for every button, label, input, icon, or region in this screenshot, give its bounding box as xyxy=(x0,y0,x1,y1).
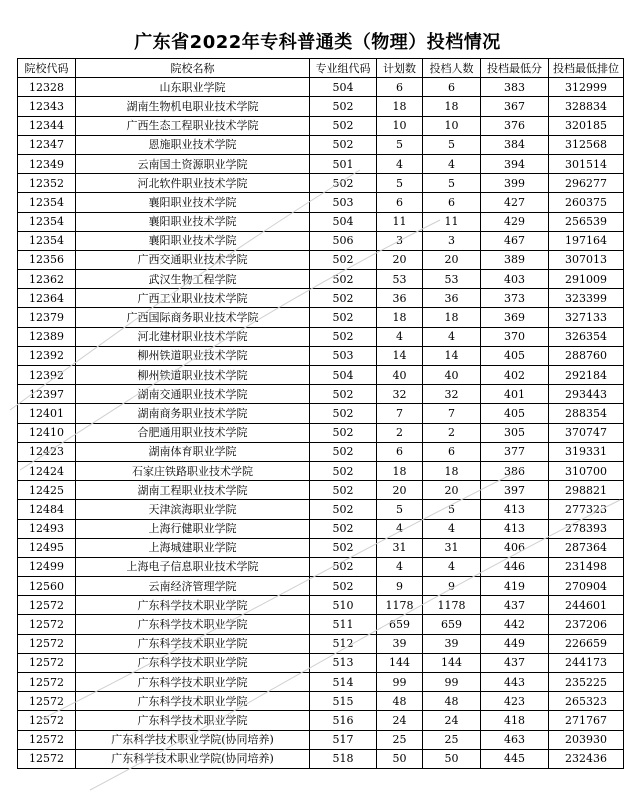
cell-school-name: 山东职业学院 xyxy=(76,78,310,97)
table-row xyxy=(18,174,624,193)
table-row xyxy=(18,366,624,385)
cell-school-code: 12572 xyxy=(18,615,76,634)
cell-min-rank: 292184 xyxy=(549,366,624,385)
cell-admitted-count: 659 xyxy=(423,615,481,634)
cell-min-score: 446 xyxy=(481,557,549,576)
table-row xyxy=(18,557,624,576)
cell-school-code: 12354 xyxy=(18,193,76,212)
cell-admitted-count: 1178 xyxy=(423,596,481,615)
cell-school-code: 12343 xyxy=(18,97,76,116)
table-header-row xyxy=(18,59,624,78)
cell-school-code: 12354 xyxy=(18,212,76,231)
cell-group-code: 511 xyxy=(310,615,377,634)
cell-admitted-count: 5 xyxy=(423,174,481,193)
cell-min-score: 423 xyxy=(481,692,549,711)
cell-min-score: 429 xyxy=(481,212,549,231)
cell-school-code: 12572 xyxy=(18,692,76,711)
cell-min-rank: 312999 xyxy=(549,78,624,97)
cell-admitted-count: 4 xyxy=(423,557,481,576)
cell-min-score: 399 xyxy=(481,174,549,193)
cell-min-rank: 232436 xyxy=(549,749,624,768)
table-row xyxy=(18,193,624,212)
cell-plan-count: 5 xyxy=(377,174,423,193)
table-row xyxy=(18,289,624,308)
cell-school-code: 12495 xyxy=(18,538,76,557)
cell-min-score: 367 xyxy=(481,97,549,116)
cell-plan-count: 20 xyxy=(377,481,423,500)
cell-min-score: 443 xyxy=(481,673,549,692)
cell-plan-count: 3 xyxy=(377,231,423,250)
cell-min-score: 305 xyxy=(481,423,549,442)
cell-min-score: 386 xyxy=(481,461,549,480)
cell-school-code: 12392 xyxy=(18,346,76,365)
table-row xyxy=(18,327,624,346)
cell-plan-count: 24 xyxy=(377,711,423,730)
cell-admitted-count: 25 xyxy=(423,730,481,749)
cell-min-rank: 296277 xyxy=(549,174,624,193)
cell-school-name: 上海电子信息职业技术学院 xyxy=(76,557,310,576)
cell-school-name: 柳州铁道职业技术学院 xyxy=(76,346,310,365)
cell-school-name: 襄阳职业技术学院 xyxy=(76,231,310,250)
cell-min-score: 405 xyxy=(481,346,549,365)
cell-group-code: 502 xyxy=(310,250,377,269)
cell-min-score: 401 xyxy=(481,385,549,404)
cell-min-score: 437 xyxy=(481,596,549,615)
cell-min-score: 403 xyxy=(481,270,549,289)
cell-min-score: 427 xyxy=(481,193,549,212)
cell-min-score: 383 xyxy=(481,78,549,97)
table-row xyxy=(18,692,624,711)
column-header-min-rank: 投档最低排位 xyxy=(549,59,624,78)
table-row xyxy=(18,577,624,596)
cell-school-code: 12499 xyxy=(18,557,76,576)
table-row xyxy=(18,749,624,768)
cell-min-rank: 287364 xyxy=(549,538,624,557)
cell-school-name: 广西生态工程职业技术学院 xyxy=(76,116,310,135)
cell-group-code: 503 xyxy=(310,193,377,212)
cell-school-name: 广西交通职业技术学院 xyxy=(76,250,310,269)
cell-school-code: 12356 xyxy=(18,250,76,269)
table-row xyxy=(18,154,624,173)
table-row xyxy=(18,97,624,116)
cell-admitted-count: 40 xyxy=(423,366,481,385)
cell-min-score: 389 xyxy=(481,250,549,269)
cell-admitted-count: 2 xyxy=(423,423,481,442)
cell-school-name: 广西工业职业技术学院 xyxy=(76,289,310,308)
cell-min-score: 449 xyxy=(481,634,549,653)
cell-school-code: 12379 xyxy=(18,308,76,327)
cell-admitted-count: 9 xyxy=(423,577,481,596)
table-row xyxy=(18,78,624,97)
cell-plan-count: 50 xyxy=(377,749,423,768)
cell-plan-count: 39 xyxy=(377,634,423,653)
cell-admitted-count: 24 xyxy=(423,711,481,730)
cell-plan-count: 4 xyxy=(377,519,423,538)
cell-plan-count: 36 xyxy=(377,289,423,308)
column-header-min-score: 投档最低分 xyxy=(481,59,549,78)
table-row xyxy=(18,346,624,365)
cell-admitted-count: 3 xyxy=(423,231,481,250)
cell-school-name: 广东科学技术职业学院(协同培养) xyxy=(76,730,310,749)
cell-group-code: 513 xyxy=(310,653,377,672)
cell-school-code: 12347 xyxy=(18,135,76,154)
table-row xyxy=(18,308,624,327)
cell-admitted-count: 18 xyxy=(423,461,481,480)
cell-school-name: 河北建材职业技术学院 xyxy=(76,327,310,346)
cell-group-code: 512 xyxy=(310,634,377,653)
column-header-school-name: 院校名称 xyxy=(76,59,310,78)
cell-school-code: 12344 xyxy=(18,116,76,135)
cell-school-code: 12423 xyxy=(18,442,76,461)
cell-min-rank: 235225 xyxy=(549,673,624,692)
cell-min-score: 406 xyxy=(481,538,549,557)
table-row xyxy=(18,653,624,672)
cell-group-code: 502 xyxy=(310,577,377,596)
cell-group-code: 517 xyxy=(310,730,377,749)
cell-school-name: 广东科学技术职业学院 xyxy=(76,596,310,615)
table-row xyxy=(18,481,624,500)
cell-admitted-count: 4 xyxy=(423,154,481,173)
table-row xyxy=(18,538,624,557)
cell-group-code: 502 xyxy=(310,500,377,519)
cell-admitted-count: 99 xyxy=(423,673,481,692)
cell-min-rank: 256539 xyxy=(549,212,624,231)
cell-admitted-count: 14 xyxy=(423,346,481,365)
cell-min-rank: 301514 xyxy=(549,154,624,173)
cell-plan-count: 18 xyxy=(377,308,423,327)
cell-min-rank: 288760 xyxy=(549,346,624,365)
cell-group-code: 502 xyxy=(310,404,377,423)
cell-school-code: 12572 xyxy=(18,673,76,692)
cell-plan-count: 2 xyxy=(377,423,423,442)
cell-group-code: 515 xyxy=(310,692,377,711)
cell-admitted-count: 4 xyxy=(423,519,481,538)
cell-min-score: 373 xyxy=(481,289,549,308)
cell-plan-count: 18 xyxy=(377,461,423,480)
table-row xyxy=(18,711,624,730)
table-row xyxy=(18,634,624,653)
cell-min-score: 467 xyxy=(481,231,549,250)
cell-school-code: 12397 xyxy=(18,385,76,404)
cell-min-rank: 291009 xyxy=(549,270,624,289)
cell-school-code: 12484 xyxy=(18,500,76,519)
cell-school-name: 柳州铁道职业技术学院 xyxy=(76,366,310,385)
cell-school-name: 湖南交通职业技术学院 xyxy=(76,385,310,404)
cell-admitted-count: 48 xyxy=(423,692,481,711)
cell-admitted-count: 11 xyxy=(423,212,481,231)
cell-admitted-count: 6 xyxy=(423,193,481,212)
cell-plan-count: 4 xyxy=(377,154,423,173)
cell-min-rank: 237206 xyxy=(549,615,624,634)
cell-school-code: 12392 xyxy=(18,366,76,385)
cell-school-name: 云南国土资源职业学院 xyxy=(76,154,310,173)
cell-plan-count: 31 xyxy=(377,538,423,557)
cell-group-code: 502 xyxy=(310,135,377,154)
cell-plan-count: 7 xyxy=(377,404,423,423)
cell-school-code: 12354 xyxy=(18,231,76,250)
cell-plan-count: 40 xyxy=(377,366,423,385)
cell-group-code: 504 xyxy=(310,78,377,97)
cell-admitted-count: 10 xyxy=(423,116,481,135)
cell-admitted-count: 32 xyxy=(423,385,481,404)
cell-school-code: 12572 xyxy=(18,634,76,653)
cell-admitted-count: 50 xyxy=(423,749,481,768)
cell-group-code: 502 xyxy=(310,385,377,404)
cell-school-code: 12425 xyxy=(18,481,76,500)
cell-plan-count: 25 xyxy=(377,730,423,749)
cell-school-code: 12424 xyxy=(18,461,76,480)
cell-min-score: 376 xyxy=(481,116,549,135)
cell-school-name: 武汉生物工程学院 xyxy=(76,270,310,289)
cell-school-name: 广东科学技术职业学院 xyxy=(76,653,310,672)
cell-plan-count: 53 xyxy=(377,270,423,289)
table-row xyxy=(18,385,624,404)
cell-school-name: 广东科学技术职业学院(协同培养) xyxy=(76,749,310,768)
cell-school-code: 12410 xyxy=(18,423,76,442)
cell-group-code: 502 xyxy=(310,308,377,327)
cell-group-code: 504 xyxy=(310,366,377,385)
cell-group-code: 502 xyxy=(310,557,377,576)
column-header-plan-count: 计划数 xyxy=(377,59,423,78)
cell-plan-count: 5 xyxy=(377,500,423,519)
column-header-admitted-count: 投档人数 xyxy=(423,59,481,78)
cell-admitted-count: 18 xyxy=(423,308,481,327)
cell-group-code: 503 xyxy=(310,346,377,365)
cell-min-rank: 288354 xyxy=(549,404,624,423)
cell-min-rank: 226659 xyxy=(549,634,624,653)
cell-min-rank: 244601 xyxy=(549,596,624,615)
cell-min-rank: 319331 xyxy=(549,442,624,461)
cell-group-code: 514 xyxy=(310,673,377,692)
table-row xyxy=(18,135,624,154)
cell-min-score: 413 xyxy=(481,500,549,519)
cell-plan-count: 144 xyxy=(377,653,423,672)
cell-min-score: 384 xyxy=(481,135,549,154)
cell-min-rank: 260375 xyxy=(549,193,624,212)
cell-group-code: 502 xyxy=(310,116,377,135)
cell-admitted-count: 4 xyxy=(423,327,481,346)
cell-min-rank: 244173 xyxy=(549,653,624,672)
cell-group-code: 502 xyxy=(310,481,377,500)
cell-group-code: 516 xyxy=(310,711,377,730)
cell-min-score: 377 xyxy=(481,442,549,461)
cell-min-rank: 323399 xyxy=(549,289,624,308)
cell-school-name: 广东科学技术职业学院 xyxy=(76,615,310,634)
cell-school-name: 襄阳职业技术学院 xyxy=(76,212,310,231)
cell-group-code: 502 xyxy=(310,442,377,461)
cell-plan-count: 48 xyxy=(377,692,423,711)
cell-admitted-count: 144 xyxy=(423,653,481,672)
cell-min-rank: 370747 xyxy=(549,423,624,442)
cell-plan-count: 20 xyxy=(377,250,423,269)
cell-school-code: 12352 xyxy=(18,174,76,193)
admission-table xyxy=(17,58,624,769)
cell-group-code: 502 xyxy=(310,327,377,346)
table-row xyxy=(18,673,624,692)
cell-min-rank: 310700 xyxy=(549,461,624,480)
cell-school-name: 合肥通用职业技术学院 xyxy=(76,423,310,442)
cell-admitted-count: 53 xyxy=(423,270,481,289)
table-row xyxy=(18,596,624,615)
cell-group-code: 502 xyxy=(310,97,377,116)
table-row xyxy=(18,461,624,480)
cell-school-name: 广东科学技术职业学院 xyxy=(76,673,310,692)
cell-min-rank: 197164 xyxy=(549,231,624,250)
cell-admitted-count: 36 xyxy=(423,289,481,308)
cell-school-name: 广西国际商务职业技术学院 xyxy=(76,308,310,327)
cell-group-code: 510 xyxy=(310,596,377,615)
cell-admitted-count: 31 xyxy=(423,538,481,557)
cell-school-code: 12389 xyxy=(18,327,76,346)
cell-min-score: 463 xyxy=(481,730,549,749)
cell-school-name: 石家庄铁路职业技术学院 xyxy=(76,461,310,480)
cell-school-name: 河北软件职业技术学院 xyxy=(76,174,310,193)
cell-group-code: 502 xyxy=(310,289,377,308)
table-row xyxy=(18,423,624,442)
cell-school-code: 12560 xyxy=(18,577,76,596)
cell-school-name: 广东科学技术职业学院 xyxy=(76,692,310,711)
cell-min-rank: 277323 xyxy=(549,500,624,519)
cell-school-code: 12572 xyxy=(18,596,76,615)
cell-plan-count: 6 xyxy=(377,442,423,461)
cell-school-name: 上海城建职业学院 xyxy=(76,538,310,557)
cell-min-score: 369 xyxy=(481,308,549,327)
cell-school-code: 12572 xyxy=(18,730,76,749)
cell-group-code: 506 xyxy=(310,231,377,250)
cell-school-code: 12364 xyxy=(18,289,76,308)
cell-school-name: 恩施职业技术学院 xyxy=(76,135,310,154)
cell-plan-count: 5 xyxy=(377,135,423,154)
cell-min-score: 394 xyxy=(481,154,549,173)
cell-min-rank: 312568 xyxy=(549,135,624,154)
cell-plan-count: 6 xyxy=(377,193,423,212)
cell-min-rank: 307013 xyxy=(549,250,624,269)
cell-min-rank: 278393 xyxy=(549,519,624,538)
cell-min-score: 370 xyxy=(481,327,549,346)
cell-plan-count: 1178 xyxy=(377,596,423,615)
cell-plan-count: 9 xyxy=(377,577,423,596)
cell-min-rank: 298821 xyxy=(549,481,624,500)
cell-plan-count: 18 xyxy=(377,97,423,116)
cell-plan-count: 659 xyxy=(377,615,423,634)
cell-group-code: 504 xyxy=(310,212,377,231)
cell-min-rank: 271767 xyxy=(549,711,624,730)
cell-school-code: 12572 xyxy=(18,711,76,730)
cell-group-code: 502 xyxy=(310,519,377,538)
cell-plan-count: 6 xyxy=(377,78,423,97)
cell-admitted-count: 7 xyxy=(423,404,481,423)
cell-admitted-count: 5 xyxy=(423,500,481,519)
cell-min-score: 419 xyxy=(481,577,549,596)
cell-school-name: 湖南体育职业学院 xyxy=(76,442,310,461)
cell-group-code: 502 xyxy=(310,270,377,289)
cell-school-code: 12572 xyxy=(18,653,76,672)
table-row xyxy=(18,500,624,519)
cell-admitted-count: 5 xyxy=(423,135,481,154)
table-row xyxy=(18,116,624,135)
cell-school-name: 广东科学技术职业学院 xyxy=(76,711,310,730)
cell-school-code: 12349 xyxy=(18,154,76,173)
cell-school-code: 12328 xyxy=(18,78,76,97)
cell-min-rank: 327133 xyxy=(549,308,624,327)
table-row xyxy=(18,270,624,289)
table-row xyxy=(18,519,624,538)
cell-admitted-count: 20 xyxy=(423,250,481,269)
cell-school-name: 天津滨海职业学院 xyxy=(76,500,310,519)
cell-school-code: 12401 xyxy=(18,404,76,423)
cell-group-code: 502 xyxy=(310,423,377,442)
cell-plan-count: 99 xyxy=(377,673,423,692)
table-row xyxy=(18,231,624,250)
cell-plan-count: 4 xyxy=(377,327,423,346)
table-row xyxy=(18,730,624,749)
cell-school-name: 襄阳职业技术学院 xyxy=(76,193,310,212)
cell-min-score: 413 xyxy=(481,519,549,538)
cell-min-score: 445 xyxy=(481,749,549,768)
column-header-group-code: 专业组代码 xyxy=(310,59,377,78)
cell-school-name: 广东科学技术职业学院 xyxy=(76,634,310,653)
cell-min-score: 397 xyxy=(481,481,549,500)
cell-min-rank: 231498 xyxy=(549,557,624,576)
cell-school-name: 上海行健职业学院 xyxy=(76,519,310,538)
cell-plan-count: 10 xyxy=(377,116,423,135)
cell-min-rank: 265323 xyxy=(549,692,624,711)
cell-school-name: 湖南商务职业技术学院 xyxy=(76,404,310,423)
cell-min-score: 437 xyxy=(481,653,549,672)
cell-min-rank: 328834 xyxy=(549,97,624,116)
cell-min-rank: 326354 xyxy=(549,327,624,346)
cell-min-score: 405 xyxy=(481,404,549,423)
table-body xyxy=(18,78,624,769)
cell-admitted-count: 6 xyxy=(423,78,481,97)
cell-group-code: 501 xyxy=(310,154,377,173)
cell-school-name: 湖南工程职业技术学院 xyxy=(76,481,310,500)
cell-plan-count: 11 xyxy=(377,212,423,231)
cell-school-code: 12572 xyxy=(18,749,76,768)
cell-group-code: 502 xyxy=(310,538,377,557)
cell-min-score: 442 xyxy=(481,615,549,634)
cell-school-code: 12362 xyxy=(18,270,76,289)
cell-admitted-count: 39 xyxy=(423,634,481,653)
cell-plan-count: 14 xyxy=(377,346,423,365)
cell-group-code: 502 xyxy=(310,174,377,193)
cell-admitted-count: 20 xyxy=(423,481,481,500)
cell-plan-count: 32 xyxy=(377,385,423,404)
cell-plan-count: 4 xyxy=(377,557,423,576)
cell-min-rank: 203930 xyxy=(549,730,624,749)
cell-school-name: 湖南生物机电职业技术学院 xyxy=(76,97,310,116)
table-row xyxy=(18,404,624,423)
table-row xyxy=(18,250,624,269)
cell-group-code: 502 xyxy=(310,461,377,480)
column-header-school-code: 院校代码 xyxy=(18,59,76,78)
cell-school-code: 12493 xyxy=(18,519,76,538)
table-row xyxy=(18,442,624,461)
cell-school-name: 云南经济管理学院 xyxy=(76,577,310,596)
cell-group-code: 518 xyxy=(310,749,377,768)
cell-min-rank: 320185 xyxy=(549,116,624,135)
cell-min-score: 418 xyxy=(481,711,549,730)
cell-min-score: 402 xyxy=(481,366,549,385)
cell-admitted-count: 18 xyxy=(423,97,481,116)
page-title: 广东省2022年专科普通类（物理）投档情况 xyxy=(134,32,501,53)
table-row xyxy=(18,212,624,231)
table-row xyxy=(18,615,624,634)
cell-min-rank: 270904 xyxy=(549,577,624,596)
cell-admitted-count: 6 xyxy=(423,442,481,461)
cell-min-rank: 293443 xyxy=(549,385,624,404)
